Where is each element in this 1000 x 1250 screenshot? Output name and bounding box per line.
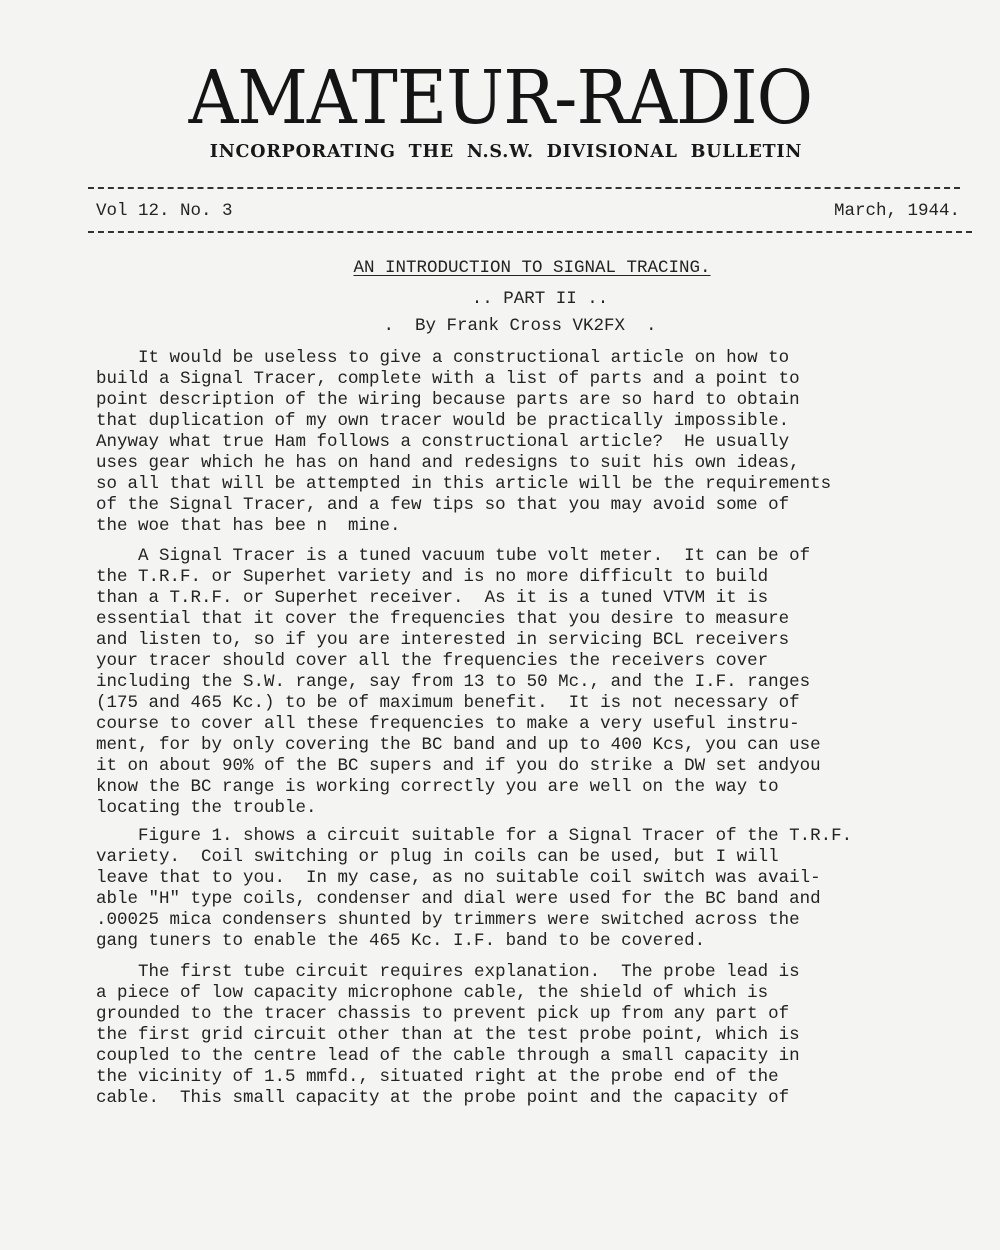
paragraph-line: .00025 mica condensers shunted by trimmers were switched across the xyxy=(96,910,800,930)
paragraph-line: Figure 1. shows a circuit suitable for a Signal Tracer of the T.R.F. xyxy=(96,826,853,846)
masthead-title: AMATEUR-RADIO xyxy=(188,55,813,141)
paragraph-line: ment, for by only covering the BC band and up to 400 Kcs, you can use xyxy=(96,735,821,755)
paragraph-line: that duplication of my own tracer would be practically impossible. xyxy=(96,411,790,431)
paragraph-line: your tracer should cover all the frequencies the receivers cover xyxy=(96,651,769,671)
paragraph-line: a piece of low capacity microphone cable, the shield of which is xyxy=(96,983,769,1003)
paragraph-line: Anyway what true Ham follows a constructional article? He usually xyxy=(96,432,790,452)
paragraph-line: It would be useless to give a constructional article on how to xyxy=(96,348,790,368)
paragraph-line: build a Signal Tracer, complete with a list of parts and a point to xyxy=(96,369,800,389)
article-paragraph xyxy=(96,546,976,819)
issue-date: March, 1944. xyxy=(833,201,960,221)
article-byline: . By Frank Cross VK2FX . xyxy=(383,316,657,336)
issue-info-row xyxy=(96,198,960,226)
paragraph-line: than a T.R.F. or Superhet receiver. As it is a tuned VTVM it is xyxy=(96,588,769,608)
paragraph-line: (175 and 465 Kc.) to be of maximum benefit. It is not necessary of xyxy=(96,693,800,713)
dashed-divider-top xyxy=(88,187,960,189)
paragraph-line: including the S.W. range, say from 13 to 50 Mc., and the I.F. ranges xyxy=(96,672,811,692)
article-title: AN INTRODUCTION TO SIGNAL TRACING. xyxy=(353,258,711,278)
paragraph-line: essential that it cover the frequencies that you desire to measure xyxy=(96,609,790,629)
paragraph-line: coupled to the centre lead of the cable through a small capacity in xyxy=(96,1046,800,1066)
paragraph-line: A Signal Tracer is a tuned vacuum tube volt meter. It can be of xyxy=(96,546,811,566)
paragraph-line: grounded to the tracer chassis to prevent pick up from any part of xyxy=(96,1004,790,1024)
masthead-subtitle: INCORPORATING THE N.S.W. DIVISIONAL BULLETIN xyxy=(209,142,803,162)
paragraph-line: the first grid circuit other than at the test probe point, which is xyxy=(96,1025,800,1045)
paragraph-line: cable. This small capacity at the probe point and the capacity of xyxy=(96,1088,790,1108)
paragraph-line: The first tube circuit requires explanation. The probe lead is xyxy=(96,962,800,982)
article-paragraph xyxy=(96,826,976,952)
paragraph-line: know the BC range is working correctly you are well on the way to xyxy=(96,777,779,797)
issue-volume: Vol 12. No. 3 xyxy=(96,201,233,221)
article-paragraph xyxy=(96,962,976,1109)
paragraph-line: of the Signal Tracer, and a few tips so that you may avoid some of xyxy=(96,495,790,515)
paragraph-line: so all that will be attempted in this article will be the requirements xyxy=(96,474,832,494)
paragraph-line: it on about 90% of the BC supers and if you do strike a DW set andyou xyxy=(96,756,821,776)
paragraph-line: able "H" type coils, condenser and dial were used for the BC band and xyxy=(96,889,821,909)
paragraph-line: locating the trouble. xyxy=(96,798,317,818)
dashed-divider-bottom xyxy=(88,231,972,233)
paragraph-line: the vicinity of 1.5 mmfd., situated right at the probe end of the xyxy=(96,1067,779,1087)
paragraph-line: course to cover all these frequencies to make a very useful instru- xyxy=(96,714,800,734)
article-part: .. PART II .. xyxy=(471,289,609,309)
paragraph-line: uses gear which he has on hand and redesigns to suit his own ideas, xyxy=(96,453,800,473)
article-paragraph xyxy=(96,348,976,537)
paragraph-line: point description of the wiring because parts are so hard to obtain xyxy=(96,390,800,410)
paragraph-line: and listen to, so if you are interested in servicing BCL receivers xyxy=(96,630,790,650)
paragraph-line: leave that to you. In my case, as no suitable coil switch was avail- xyxy=(96,868,821,888)
paragraph-line: variety. Coil switching or plug in coils can be used, but I will xyxy=(96,847,779,867)
paragraph-line: the T.R.F. or Superhet variety and is no more difficult to build xyxy=(96,567,769,587)
paragraph-line: the woe that has bee n mine. xyxy=(96,516,401,536)
paragraph-line: gang tuners to enable the 465 Kc. I.F. band to be covered. xyxy=(96,931,706,951)
